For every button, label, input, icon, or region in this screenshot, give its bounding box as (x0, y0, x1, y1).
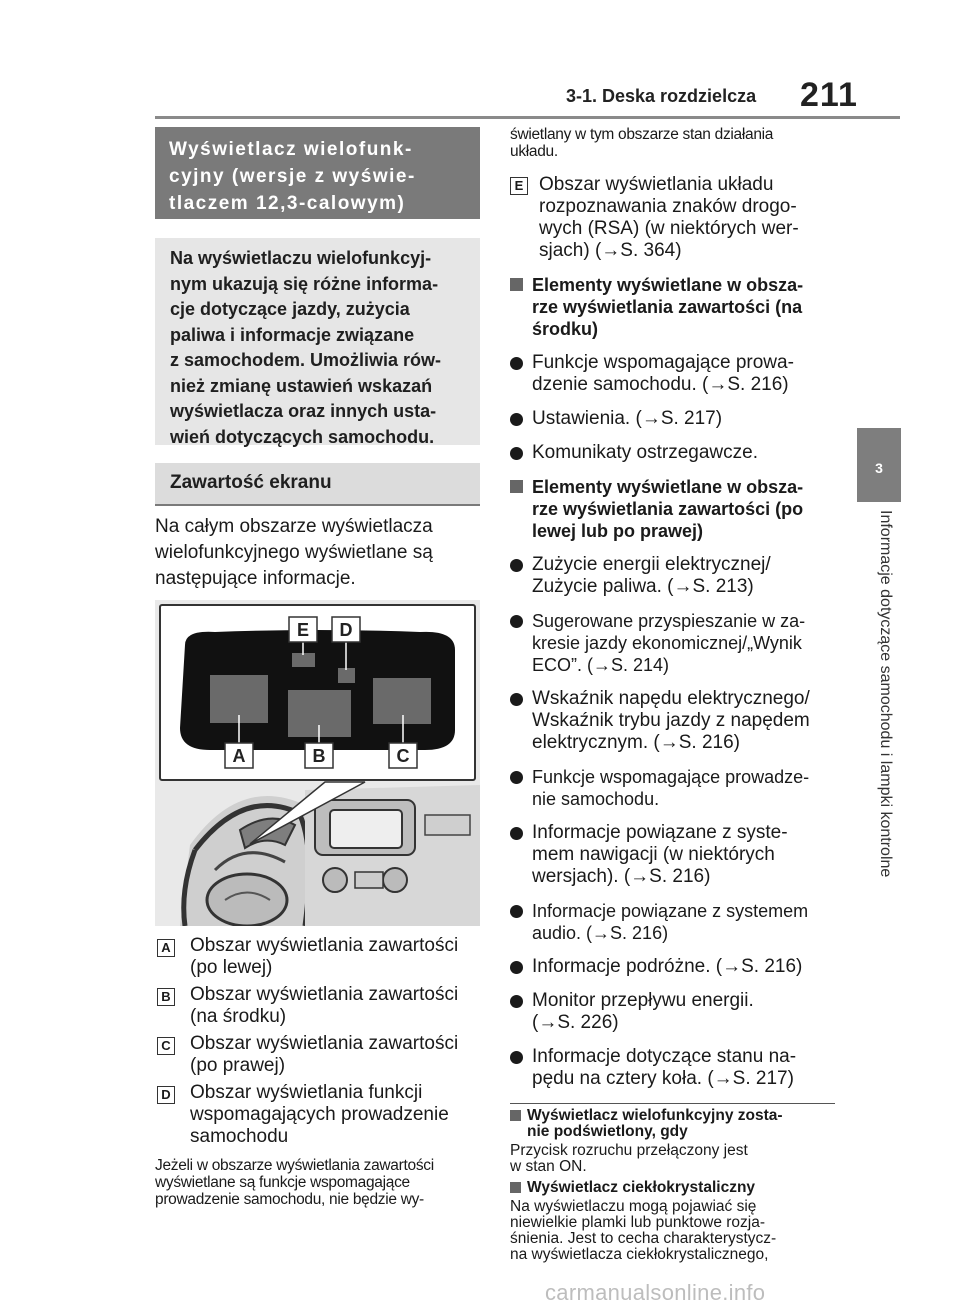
badge-e: E (510, 177, 528, 195)
figure-label-a (225, 743, 253, 768)
page-number: 211 (800, 76, 858, 114)
dashboard-illustration-svg (155, 600, 480, 926)
bullet-icon (510, 905, 523, 918)
legend-item-c: C Obszar wyświetlania zawartości (po prawej) (157, 1033, 482, 1077)
square-bullet-icon (510, 1110, 521, 1121)
legend-item-a: A Obszar wyświetlania zawartości (po lewej) (157, 935, 482, 979)
area-c (373, 678, 431, 724)
square-bullet-icon (510, 480, 523, 493)
svg-text:A: A (232, 746, 246, 766)
area-d (338, 668, 355, 683)
note-text: Przycisk rozruchu przełączony jest w stan ON. (510, 1142, 748, 1175)
subheading-rule (155, 504, 480, 506)
legend-item-e: E Obszar wyświetlania układu rozpoznawania znaków drogo- wych (RSA) (w niektórych wer- sjach) (→S. 364) (510, 174, 835, 262)
list-item: Ustawienia. (→S. 217) (510, 408, 835, 430)
bullet-icon (510, 771, 523, 784)
list-item: Informacje powiązane z systemem audio. (→S. 216) (510, 900, 835, 944)
list-item: Wskaźnik napędu elektrycznego/ Wskaźnik trybu jazdy z napędem elektrycznym. (→S. 216) (510, 688, 835, 754)
bullet-icon (510, 961, 523, 974)
bullet-icon (510, 693, 523, 706)
svg-text:D: D (339, 620, 353, 640)
list-item: Informacje dotyczące stanu na- pędu na cztery koła. (→S. 217) (510, 1046, 835, 1090)
svg-text:C: C (396, 746, 410, 766)
continued-note: świetlany w tym obszarze stan działania układu. (510, 126, 774, 160)
dashboard-illustration (155, 600, 480, 926)
list-item: Informacje podróżne. (→S. 216) (510, 956, 835, 978)
note-text: Na wyświetlaczu mogą pojawiać się niewielkie plamki lub punktowe rozja- śnienia. Jest to cecha charakterystycz- na wyświetlacza ciekłokrystalicznego, (510, 1198, 777, 1263)
list-item: Sugerowane przyspieszanie w za- kresie jazdy ekonomicznej/„Wynik ECO”. (→S. 214) (510, 610, 835, 676)
figure-label-c (389, 743, 417, 768)
badge-a: A (157, 939, 175, 957)
figure-label-b (305, 743, 333, 768)
figure-label-e (289, 617, 317, 642)
heading-side-areas: Elementy wyświetlane w obsza- rze wyświetlania zawartości (po lewej lub po prawej) (510, 476, 835, 542)
watermark: carmanualsonline.info (545, 1280, 766, 1305)
bullet-icon (510, 559, 523, 572)
badge-b: B (157, 988, 175, 1006)
svg-text:B: B (312, 746, 326, 766)
bullet-icon (510, 615, 523, 628)
chapter-tab: 3 (857, 428, 901, 502)
note-heading: Wyświetlacz ciekłokrystaliczny (510, 1180, 835, 1196)
divider (510, 1103, 835, 1104)
bullet-icon (510, 995, 523, 1008)
chapter-title: Informacje dotyczące samochodu i lampki kontrolne (877, 510, 894, 878)
list-item: Komunikaty ostrzegawcze. (510, 442, 835, 464)
list-item: Informacje powiązane z syste- mem nawigacji (w niektórych wersjach). (→S. 216) (510, 822, 835, 888)
badge-c: C (157, 1037, 175, 1055)
subheading: Zawartość ekranu (155, 463, 480, 504)
list-item: Funkcje wspomagające prowadze- nie samochodu. (510, 766, 835, 810)
section-title: 3-1. Deska rozdzielcza (566, 86, 757, 106)
center-console (305, 785, 480, 926)
right-column (510, 126, 835, 1268)
intro-box: Na wyświetlaczu wielofunkcyj- nym ukazują się różne informa- cje dotyczące jazdy, zużycia paliwa i informacje związane z samochodem. Umożliwia rów- nież zmianę ustawień wskazań wyświetlacza oraz innych usta- wień dotyczących samochodu. (155, 238, 480, 445)
svg-text:E: E (296, 620, 310, 640)
list-item: Zużycie energii elektrycznej/ Zużycie paliwa. (→S. 213) (510, 554, 835, 598)
bullet-icon (510, 1051, 523, 1064)
bullet-icon (510, 413, 523, 426)
square-bullet-icon (510, 1182, 521, 1193)
bullet-icon (510, 447, 523, 460)
left-footnote: Jeżeli w obszarze wyświetlania zawartości wyświetlane są funkcje wspomagające prowadzenie samochodu, nie będzie wy- (155, 1157, 434, 1208)
list-item: Funkcje wspomagające prowa- dzenie samochodu. (→S. 216) (510, 352, 835, 396)
legend-item-d: D Obszar wyświetlania funkcji wspomagających prowadzenie samochodu (157, 1082, 482, 1148)
figure-label-d (332, 617, 360, 642)
heading-center-area: Elementy wyświetlane w obsza- rze wyświetlania zawartości (na środku) (510, 274, 835, 340)
paragraph: Na całym obszarze wyświetlacza wielofunkcyjnego wyświetlane są następujące informacje. (155, 516, 433, 589)
badge-d: D (157, 1086, 175, 1104)
note-heading: Wyświetlacz wielofunkcyjny zosta- nie podświetlony, gdy (510, 1108, 835, 1140)
bullet-icon (510, 827, 523, 840)
bullet-icon (510, 357, 523, 370)
section-heading: Wyświetlacz wielofunk- cyjny (wersje z wyświe- tlaczem 12,3-calowym) (155, 127, 480, 219)
square-bullet-icon (510, 278, 523, 291)
area-e (292, 653, 315, 667)
legend-item-b: B Obszar wyświetlania zawartości (na środku) (157, 984, 482, 1028)
header-rule (155, 116, 900, 119)
list-item: Monitor przepływu energii. (→S. 226) (510, 990, 835, 1034)
